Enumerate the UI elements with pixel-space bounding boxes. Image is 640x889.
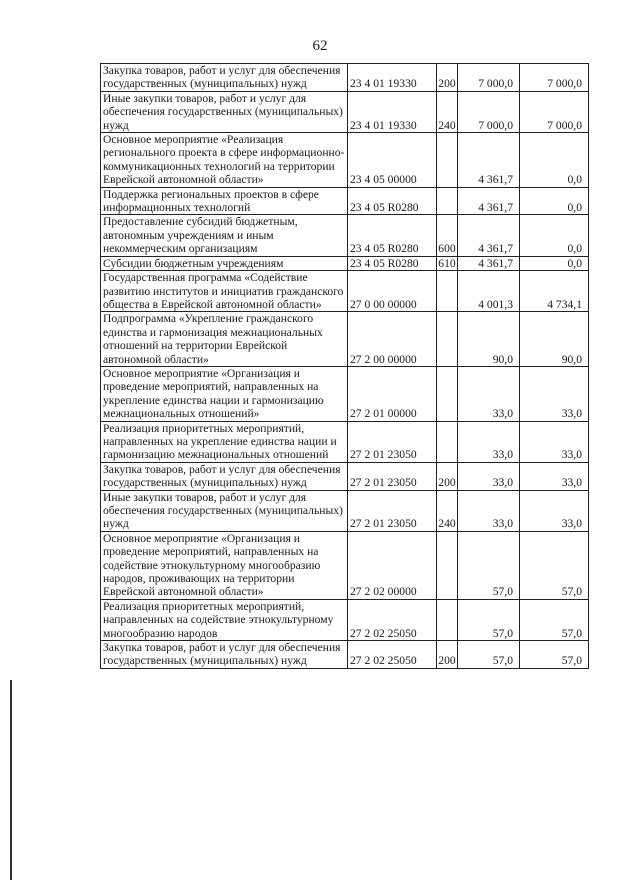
table-row: [101, 641, 589, 669]
row-value-2019-cell: 7 000,0: [458, 91, 520, 132]
table-row: [101, 91, 589, 132]
row-name-cell: Основное мероприятие «Организация и проведение мероприятий, направленных на укрепление единства нации и гармонизацию межнациональных отношений»: [101, 366, 348, 421]
row-value-2019-cell: 33,0: [458, 462, 520, 490]
row-code-cell: 23 4 05 00000: [348, 133, 437, 188]
row-value-2019-cell: 4 361,7: [458, 215, 520, 256]
table-row: [101, 271, 589, 312]
table-row: [101, 215, 589, 256]
row-name-cell: Закупка товаров, работ и услуг для обеспечения государственных (муниципальных) нужд: [101, 462, 348, 490]
row-type-cell: [437, 421, 458, 462]
row-value-2019-cell: 4 001,3: [458, 271, 520, 312]
row-type-cell: [437, 133, 458, 188]
row-code-cell: 23 4 01 19330: [348, 64, 437, 92]
row-name-cell: Подпрограмма «Укрепление гражданского единства и гармонизация межнациональных отношений на территории Еврейской автономной области»: [101, 312, 348, 367]
row-value-2019-cell: 4 361,7: [458, 133, 520, 188]
row-value-2019-cell: 57,0: [458, 641, 520, 669]
row-value-2020-cell: 33,0: [520, 366, 589, 421]
row-code-cell: 27 2 02 00000: [348, 531, 437, 599]
table-row: [101, 531, 589, 599]
row-code-cell: 27 2 01 23050: [348, 462, 437, 490]
row-code-cell: 23 4 05 R0280: [348, 187, 437, 215]
row-code-cell: 23 4 01 19330: [348, 91, 437, 132]
row-name-cell: Реализация приоритетных мероприятий, направленных на содействие этнокультурному многообразию народов: [101, 599, 348, 640]
row-type-cell: 200: [437, 64, 458, 92]
row-value-2020-cell: 7 000,0: [520, 91, 589, 132]
page-number: 62: [312, 38, 328, 54]
table-row: [101, 421, 589, 462]
row-value-2019-cell: 4 361,7: [458, 256, 520, 270]
row-name-cell: Иные закупки товаров, работ и услуг для обеспечения государственных (муниципальных) нужд: [101, 91, 348, 132]
table-row: [101, 133, 589, 188]
row-code-cell: 27 0 00 00000: [348, 271, 437, 312]
budget-table: [100, 63, 589, 669]
row-value-2019-cell: 57,0: [458, 531, 520, 599]
row-value-2019-cell: 33,0: [458, 490, 520, 531]
row-name-cell: Субсидии бюджетным учреждениям: [101, 256, 348, 270]
table-row: [101, 462, 589, 490]
row-type-cell: 200: [437, 462, 458, 490]
row-name-cell: Закупка товаров, работ и услуг для обеспечения государственных (муниципальных) нужд: [101, 641, 348, 669]
row-value-2019-cell: 7 000,0: [458, 64, 520, 92]
row-type-cell: [437, 187, 458, 215]
row-type-cell: [437, 312, 458, 367]
row-value-2020-cell: 7 000,0: [520, 64, 589, 92]
row-name-cell: Государственная программа «Содействие развитию институтов и инициатив гражданского общества в Еврейской автономной области»: [101, 271, 348, 312]
row-value-2020-cell: 0,0: [520, 133, 589, 188]
row-type-cell: [437, 271, 458, 312]
row-value-2020-cell: 57,0: [520, 641, 589, 669]
row-value-2020-cell: 57,0: [520, 531, 589, 599]
row-value-2020-cell: 0,0: [520, 215, 589, 256]
row-code-cell: 27 2 01 23050: [348, 421, 437, 462]
row-type-cell: 610: [438, 256, 456, 270]
row-type-cell: 240: [437, 91, 458, 132]
budget-table-body: [101, 64, 589, 669]
table-row: [101, 312, 589, 367]
row-code-cell: 23 4 05 R0280: [348, 256, 437, 270]
row-type-cell: 240: [437, 490, 458, 531]
row-name-cell: Иные закупки товаров, работ и услуг для обеспечения государственных (муниципальных) нужд: [101, 490, 348, 531]
row-code-cell: 27 2 00 00000: [348, 312, 437, 367]
row-type-cell: [437, 366, 458, 421]
row-value-2020-cell: 4 734,1: [520, 271, 589, 312]
row-value-2020-cell: 0,0: [520, 187, 589, 215]
row-type-cell: [437, 599, 458, 640]
row-type-cell: [437, 531, 458, 599]
row-name-cell: Реализация приоритетных мероприятий, направленных на укрепление единства нации и гармонизацию межнациональных отношений: [101, 421, 348, 462]
table-row: [101, 599, 589, 640]
row-value-2019-cell: 33,0: [458, 421, 520, 462]
row-name-cell: Основное мероприятие «Реализация регионального проекта в сфере информационно-коммуникационных технологий на территории Еврейской автономной области»: [101, 133, 348, 188]
table-row: [101, 490, 589, 531]
row-code-cell: 27 2 01 23050: [348, 490, 437, 531]
row-code-cell: 23 4 05 R0280: [348, 215, 437, 256]
row-code-cell: 27 2 02 25050: [348, 599, 437, 640]
table-row: [101, 256, 589, 270]
row-value-2020-cell: 33,0: [520, 462, 589, 490]
row-value-2020-cell: 90,0: [520, 312, 589, 367]
table-row: [101, 187, 589, 215]
row-value-2020-cell: 33,0: [520, 421, 589, 462]
row-type-cell: 200: [437, 641, 458, 669]
row-value-2019-cell: 4 361,7: [458, 187, 520, 215]
row-value-2019-cell: 57,0: [458, 599, 520, 640]
row-value-2020-cell: 0,0: [520, 256, 589, 270]
table-row: [101, 366, 589, 421]
row-value-2019-cell: 90,0: [458, 312, 520, 367]
row-name-cell: Предоставление субсидий бюджетным, автономным учреждениям и иным некоммерческим организациям: [101, 215, 348, 256]
row-value-2020-cell: 33,0: [520, 490, 589, 531]
row-code-cell: 27 2 02 25050: [348, 641, 437, 669]
row-type-cell: 600: [437, 215, 458, 256]
row-name-cell: Основное мероприятие «Организация и проведение мероприятий, направленных на содействие этнокультурному многообразию народов, проживающих на территории Еврейской автономной области»: [101, 531, 348, 599]
row-name-cell: Поддержка региональных проектов в сфере информационных технологий: [101, 187, 348, 215]
row-value-2019-cell: 33,0: [458, 366, 520, 421]
row-code-cell: 27 2 01 00000: [348, 366, 437, 421]
row-value-2020-cell: 57,0: [520, 599, 589, 640]
table-row: [101, 64, 589, 92]
margin-rule: [10, 680, 12, 880]
row-name-cell: Закупка товаров, работ и услуг для обеспечения государственных (муниципальных) нужд: [101, 64, 348, 92]
